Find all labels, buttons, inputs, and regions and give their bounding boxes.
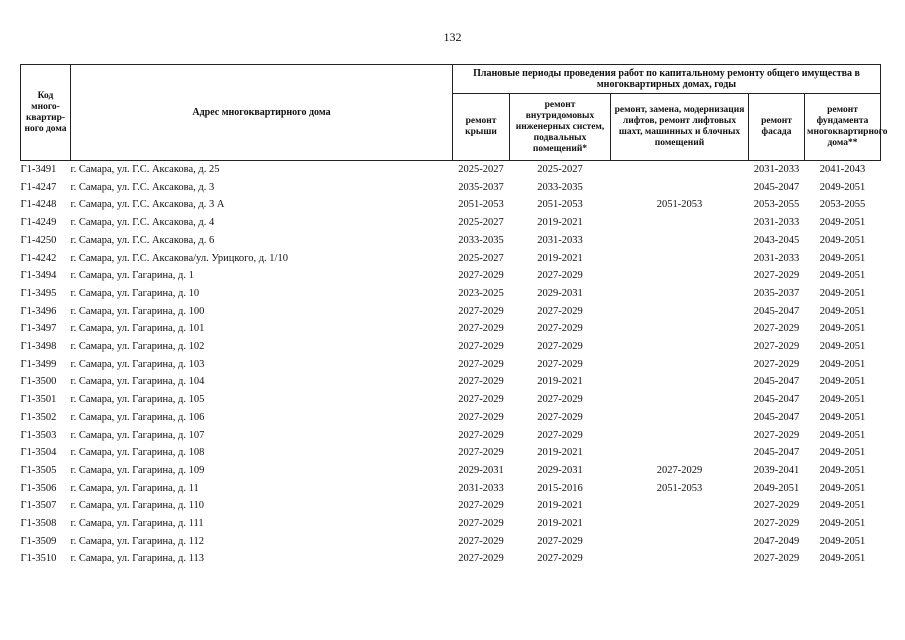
- cell-foundation-period: 2049-2051: [819, 323, 866, 335]
- cell-address: г. Самара, ул. Гагарина, д. 113: [70, 553, 204, 565]
- cell-facade-period: 2045-2047: [753, 181, 800, 193]
- cell-facade-period: 2049-2051: [753, 482, 800, 494]
- cell-elevator-period: [611, 373, 749, 391]
- cell-code: Г1-4250: [20, 234, 57, 246]
- header-row-1: [21, 65, 881, 94]
- cell-code: Г1-4242: [20, 252, 57, 264]
- cell-roof-period: 2027-2029: [458, 500, 504, 512]
- cell-engineering-period: 2033-2035: [537, 181, 583, 193]
- table-row: [21, 303, 881, 321]
- cell-address: г. Самара, ул. Гагарина, д. 100: [70, 305, 205, 317]
- table-row: [21, 515, 881, 533]
- cell-engineering-period: 2019-2021: [537, 376, 583, 388]
- cell-address: г. Самара, ул. Гагарина, д. 103: [70, 358, 205, 370]
- cell-roof-period: 2027-2029: [458, 323, 504, 335]
- cell-foundation-period: 2053-2055: [819, 199, 866, 211]
- cell-engineering-period: 2031-2033: [537, 234, 583, 246]
- cell-code: Г1-3494: [20, 270, 57, 282]
- cell-elevator-period: 2051-2053: [656, 199, 703, 211]
- cell-engineering-period: 2025-2027: [537, 164, 583, 175]
- cell-address: г. Самара, ул. Гагарина, д. 106: [70, 411, 205, 423]
- table-row: [21, 462, 881, 480]
- cell-code: Г1-3508: [20, 518, 57, 530]
- table-row: [21, 550, 881, 568]
- table-row: [21, 267, 881, 285]
- cell-code: Г1-4247: [20, 181, 57, 193]
- cell-engineering-period: 2027-2029: [537, 358, 583, 370]
- cell-code: Г1-3500: [20, 376, 57, 388]
- cell-code: Г1-3497: [20, 323, 57, 335]
- cell-address: г. Самара, ул. Г.С. Аксакова, д. 3: [70, 181, 215, 193]
- cell-elevator-period: [611, 179, 749, 197]
- cell-roof-period: 2025-2027: [458, 164, 504, 175]
- cell-facade-period: 2031-2033: [753, 217, 800, 229]
- cell-foundation-period: 2049-2051: [819, 287, 866, 299]
- cell-address: г. Самара, ул. Г.С. Аксакова, д. 3 А: [70, 199, 225, 211]
- cell-address: г. Самара, ул. Гагарина, д. 11: [70, 482, 199, 494]
- cell-roof-period: 2027-2029: [458, 358, 504, 370]
- cell-elevator-period: [611, 533, 749, 551]
- cell-code: Г1-3506: [20, 482, 57, 494]
- cell-foundation-period: 2049-2051: [819, 252, 866, 264]
- cell-engineering-period: 2027-2029: [537, 429, 583, 441]
- cell-elevator-period: [611, 303, 749, 321]
- cell-foundation-period: 2049-2051: [819, 358, 866, 370]
- table-row: [21, 285, 881, 303]
- cell-roof-period: 2029-2031: [458, 464, 504, 476]
- cell-facade-period: 2027-2029: [753, 500, 800, 512]
- cell-foundation-period: 2049-2051: [819, 535, 866, 547]
- cell-roof-period: 2025-2027: [458, 217, 504, 229]
- cell-facade-period: 2045-2047: [753, 376, 800, 388]
- cell-foundation-period: 2049-2051: [819, 394, 866, 406]
- cell-address: г. Самара, ул. Гагарина, д. 104: [70, 376, 205, 388]
- cell-facade-period: 2027-2029: [753, 429, 800, 441]
- cell-facade-period: 2031-2033: [753, 164, 800, 175]
- cell-code: Г1-3503: [20, 429, 57, 441]
- table-row: [21, 232, 881, 250]
- cell-code: Г1-3510: [20, 553, 57, 565]
- table-row: [21, 533, 881, 551]
- cell-roof-period: 2027-2029: [458, 270, 504, 282]
- cell-code: Г1-4248: [20, 199, 57, 211]
- cell-foundation-period: 2049-2051: [819, 217, 866, 229]
- cell-facade-period: 2039-2041: [753, 464, 800, 476]
- cell-elevator-period: 2051-2053: [656, 482, 703, 494]
- cell-code: Г1-3495: [20, 287, 57, 299]
- cell-elevator-period: [611, 391, 749, 409]
- header-engineering: ремонт внутридомовых инженерных систем, подвальных помещений*: [510, 94, 611, 161]
- cell-engineering-period: 2027-2029: [537, 305, 583, 317]
- cell-facade-period: 2027-2029: [753, 341, 800, 353]
- header-code: Код много-квартир-ного дома: [21, 65, 71, 161]
- cell-foundation-period: 2049-2051: [819, 464, 866, 476]
- cell-engineering-period: 2051-2053: [537, 199, 583, 211]
- cell-roof-period: 2027-2029: [458, 518, 504, 530]
- table-row: [21, 391, 881, 409]
- cell-roof-period: 2031-2033: [458, 482, 504, 494]
- cell-address: г. Самара, ул. Гагарина, д. 105: [70, 394, 205, 406]
- cell-engineering-period: 2027-2029: [537, 270, 583, 282]
- cell-elevator-period: [611, 550, 749, 568]
- header-address: Адрес многоквартирного дома: [71, 65, 453, 161]
- cell-roof-period: 2025-2027: [458, 252, 504, 264]
- cell-engineering-period: 2027-2029: [537, 394, 583, 406]
- header-elevators: ремонт, замена, модернизация лифтов, ремонт лифтовых шахт, машинных и блочных помещений: [611, 94, 749, 161]
- cell-roof-period: 2027-2029: [458, 305, 504, 317]
- repair-schedule-table: [20, 64, 888, 568]
- cell-engineering-period: 2029-2031: [537, 287, 583, 299]
- repair-schedule-table-container: [20, 64, 888, 568]
- cell-code: Г1-3509: [20, 535, 57, 547]
- cell-code: Г1-3505: [20, 464, 57, 476]
- table-row: [21, 356, 881, 374]
- cell-roof-period: 2027-2029: [458, 376, 504, 388]
- cell-address: г. Самара, ул. Гагарина, д. 10: [70, 287, 200, 299]
- cell-elevator-period: [611, 497, 749, 515]
- cell-roof-period: 2027-2029: [458, 394, 504, 406]
- cell-facade-period: 2043-2045: [753, 234, 800, 246]
- table-row: [21, 409, 881, 427]
- cell-engineering-period: 2027-2029: [537, 323, 583, 335]
- cell-code: Г1-3501: [20, 394, 57, 406]
- cell-address: г. Самара, ул. Гагарина, д. 1: [70, 270, 194, 282]
- cell-foundation-period: 2049-2051: [819, 429, 866, 441]
- cell-roof-period: 2051-2053: [458, 199, 504, 211]
- cell-code: Г1-3498: [20, 341, 57, 353]
- cell-address: г. Самара, ул. Гагарина, д. 102: [70, 341, 205, 353]
- cell-facade-period: 2027-2029: [753, 553, 800, 565]
- cell-code: Г1-3507: [20, 500, 57, 512]
- cell-address: г. Самара, ул. Гагарина, д. 110: [70, 500, 204, 512]
- cell-elevator-period: [611, 214, 749, 232]
- cell-address: г. Самара, ул. Г.С. Аксакова, д. 4: [70, 217, 215, 229]
- cell-roof-period: 2033-2035: [458, 234, 504, 246]
- table-row: [21, 338, 881, 356]
- header-planned-periods: Плановые периоды проведения работ по капитальному ремонту общего имущества в многоквартирных домах, годы: [453, 65, 881, 94]
- cell-elevator-period: 2027-2029: [656, 464, 703, 476]
- cell-engineering-period: 2015-2016: [537, 482, 583, 494]
- cell-roof-period: 2027-2029: [458, 341, 504, 353]
- header-facade: ремонт фасада: [749, 94, 805, 161]
- cell-address: г. Самара, ул. Гагарина, д. 111: [70, 518, 204, 530]
- cell-engineering-period: 2019-2021: [537, 447, 583, 459]
- cell-roof-period: 2023-2025: [458, 287, 504, 299]
- cell-code: Г1-3502: [20, 411, 57, 423]
- cell-foundation-period: 2049-2051: [819, 411, 866, 423]
- cell-foundation-period: 2049-2051: [819, 305, 866, 317]
- table-row: [21, 250, 881, 268]
- cell-code: Г1-3491: [20, 164, 57, 175]
- cell-engineering-period: 2029-2031: [537, 464, 583, 476]
- cell-address: г. Самара, ул. Гагарина, д. 108: [70, 447, 205, 459]
- cell-engineering-period: 2019-2021: [537, 252, 583, 264]
- cell-engineering-period: 2019-2021: [537, 217, 583, 229]
- cell-code: Г1-3496: [20, 305, 57, 317]
- cell-elevator-period: [611, 338, 749, 356]
- cell-facade-period: 2053-2055: [753, 199, 800, 211]
- cell-facade-period: 2027-2029: [753, 358, 800, 370]
- cell-foundation-period: 2049-2051: [819, 376, 866, 388]
- cell-elevator-period: [611, 250, 749, 268]
- cell-roof-period: 2027-2029: [458, 535, 504, 547]
- cell-facade-period: 2045-2047: [753, 447, 800, 459]
- table-row: [21, 179, 881, 197]
- table-row: [21, 196, 881, 214]
- cell-address: г. Самара, ул. Г.С. Аксакова/ул. Урицкого, д. 1/10: [70, 252, 288, 264]
- cell-code: Г1-3504: [20, 447, 57, 459]
- cell-engineering-period: 2019-2021: [537, 500, 583, 512]
- cell-facade-period: 2047-2049: [753, 535, 800, 547]
- cell-code: Г1-3499: [20, 358, 57, 370]
- cell-address: г. Самара, ул. Гагарина, д. 101: [70, 323, 205, 335]
- table-row: [21, 444, 881, 462]
- cell-facade-period: 2045-2047: [753, 394, 800, 406]
- cell-facade-period: 2027-2029: [753, 518, 800, 530]
- cell-facade-period: 2031-2033: [753, 252, 800, 264]
- cell-elevator-period: [611, 427, 749, 445]
- cell-facade-period: 2045-2047: [753, 411, 800, 423]
- cell-roof-period: 2027-2029: [458, 553, 504, 565]
- cell-engineering-period: 2027-2029: [537, 553, 583, 565]
- page-number: 132: [443, 30, 462, 44]
- table-body: [21, 161, 881, 569]
- cell-elevator-period: [611, 161, 749, 179]
- cell-code: Г1-4249: [20, 217, 57, 229]
- cell-roof-period: 2027-2029: [458, 411, 504, 423]
- table-row: [21, 373, 881, 391]
- cell-roof-period: 2027-2029: [458, 447, 504, 459]
- cell-elevator-period: [611, 444, 749, 462]
- cell-foundation-period: 2049-2051: [819, 482, 866, 494]
- cell-facade-period: 2035-2037: [753, 287, 800, 299]
- cell-foundation-period: 2041-2043: [819, 164, 866, 175]
- header-foundation: ремонт фундамента многоквартирного дома**: [805, 94, 881, 161]
- cell-facade-period: 2027-2029: [753, 323, 800, 335]
- table-row: [21, 427, 881, 445]
- cell-foundation-period: 2049-2051: [819, 553, 866, 565]
- cell-foundation-period: 2049-2051: [819, 270, 866, 282]
- table-row: [21, 320, 881, 338]
- cell-facade-period: 2045-2047: [753, 305, 800, 317]
- cell-address: г. Самара, ул. Г.С. Аксакова, д. 25: [70, 164, 220, 175]
- cell-facade-period: 2027-2029: [753, 270, 800, 282]
- cell-elevator-period: [611, 232, 749, 250]
- cell-foundation-period: 2049-2051: [819, 234, 866, 246]
- cell-elevator-period: [611, 285, 749, 303]
- cell-foundation-period: 2049-2051: [819, 447, 866, 459]
- cell-engineering-period: 2027-2029: [537, 535, 583, 547]
- cell-address: г. Самара, ул. Гагарина, д. 109: [70, 464, 205, 476]
- header-roof: ремонт крыши: [453, 94, 510, 161]
- table-row: [21, 480, 881, 498]
- table-row: [21, 214, 881, 232]
- cell-foundation-period: 2049-2051: [819, 181, 866, 193]
- cell-engineering-period: 2027-2029: [537, 341, 583, 353]
- cell-address: г. Самара, ул. Гагарина, д. 107: [70, 429, 205, 441]
- cell-address: г. Самара, ул. Гагарина, д. 112: [70, 535, 204, 547]
- cell-engineering-period: 2027-2029: [537, 411, 583, 423]
- cell-roof-period: 2027-2029: [458, 429, 504, 441]
- cell-roof-period: 2035-2037: [458, 181, 504, 193]
- cell-elevator-period: [611, 515, 749, 533]
- cell-elevator-period: [611, 409, 749, 427]
- cell-elevator-period: [611, 267, 749, 285]
- cell-address: г. Самара, ул. Г.С. Аксакова, д. 6: [70, 234, 215, 246]
- cell-foundation-period: 2049-2051: [819, 500, 866, 512]
- table-row: [21, 161, 881, 179]
- cell-elevator-period: [611, 320, 749, 338]
- cell-foundation-period: 2049-2051: [819, 518, 866, 530]
- cell-elevator-period: [611, 356, 749, 374]
- cell-engineering-period: 2019-2021: [537, 518, 583, 530]
- cell-foundation-period: 2049-2051: [819, 341, 866, 353]
- table-row: [21, 497, 881, 515]
